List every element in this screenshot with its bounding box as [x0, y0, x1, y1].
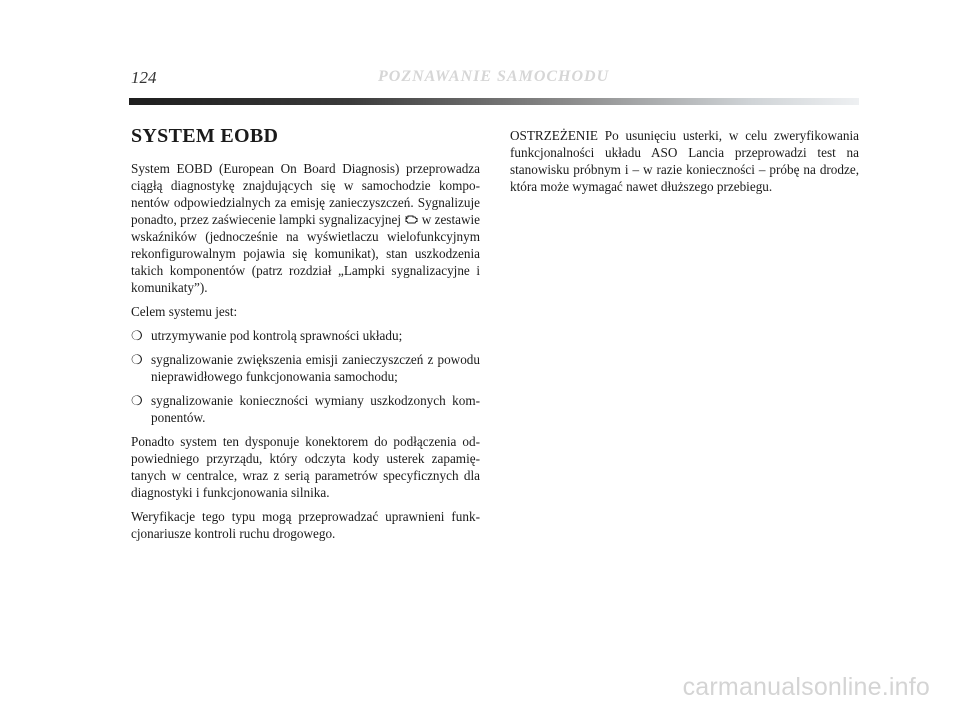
- section-title: SYSTEM EOBD: [131, 125, 279, 147]
- warning-paragraph: OSTRZEŻENIE Po usunięciu usterki, w celu zweryfikowania funkcjonalności układu ASO Lancia przeprowadzi test na stanowisku próbnym i – w razie konieczności – próbę na drodze, która może wymagać nawet dłuższego przebiegu.: [510, 128, 859, 194]
- connector-paragraph: Ponadto system ten dysponuje konektorem do podłączenia odpowiedniego przyrządu, który odczyta kody usterek zapamiętanych w centralce, wraz z serią parametrów specyficznych dla diagnostyki i funkcjonowania silnika.: [131, 434, 480, 500]
- list-item-text: sygnalizowanie konieczności wymiany uszkodzonych komponentów.: [151, 393, 480, 425]
- intro-text-end: w zestawie wskaźników (jednocześnie na wyświetlaczu wielofunkcyjnym rekonfigurowalnym pojawia się komunikat), stan uszkodzenia takich komponentów (patrz rozdział „Lampki sygnalizacyjne i komunikaty”).: [131, 212, 480, 295]
- bullet-circle-icon: ❍: [131, 352, 143, 367]
- list-item-text: utrzymywanie pod kontrolą sprawności układu;: [151, 328, 403, 343]
- intro-text-start: System EOBD (European On Board Diagnosis) przeprowadza ciągłą diagnostykę znajdujących się w samochodzie komponentów odpowiedzialnych za emisję zanieczyszczeń. Sygnalizuje ponadto, przez zaświecenie lampki sygnalizacyjnej: [131, 161, 480, 227]
- page-number: 124: [131, 68, 157, 87]
- purpose-lead: Celem systemu jest:: [131, 304, 238, 319]
- bullet-circle-icon: ❍: [131, 328, 143, 343]
- list-item: [131, 392, 480, 426]
- bullet-circle-icon: ❍: [131, 393, 143, 408]
- list-item-text: sygnalizowanie zwiększenia emisji zanieczyszczeń z powodu nieprawidłowego funkcjonowania samochodu;: [151, 352, 480, 384]
- left-column: [131, 124, 480, 549]
- intro-paragraph: [131, 160, 480, 296]
- list-item: [131, 351, 480, 385]
- list-item: [131, 327, 480, 344]
- watermark: carmanualsonline.info: [682, 673, 930, 701]
- right-column: [510, 127, 859, 202]
- verification-paragraph: Weryfikacje tego typu mogą przeprowadzać uprawnieni funkcjonariusze kontroli ruchu drogowego.: [131, 509, 480, 541]
- running-title: POZNAWANIE SAMOCHODU: [378, 68, 610, 85]
- header-rule: [129, 98, 859, 105]
- engine-warning-lamp-icon: [404, 214, 418, 225]
